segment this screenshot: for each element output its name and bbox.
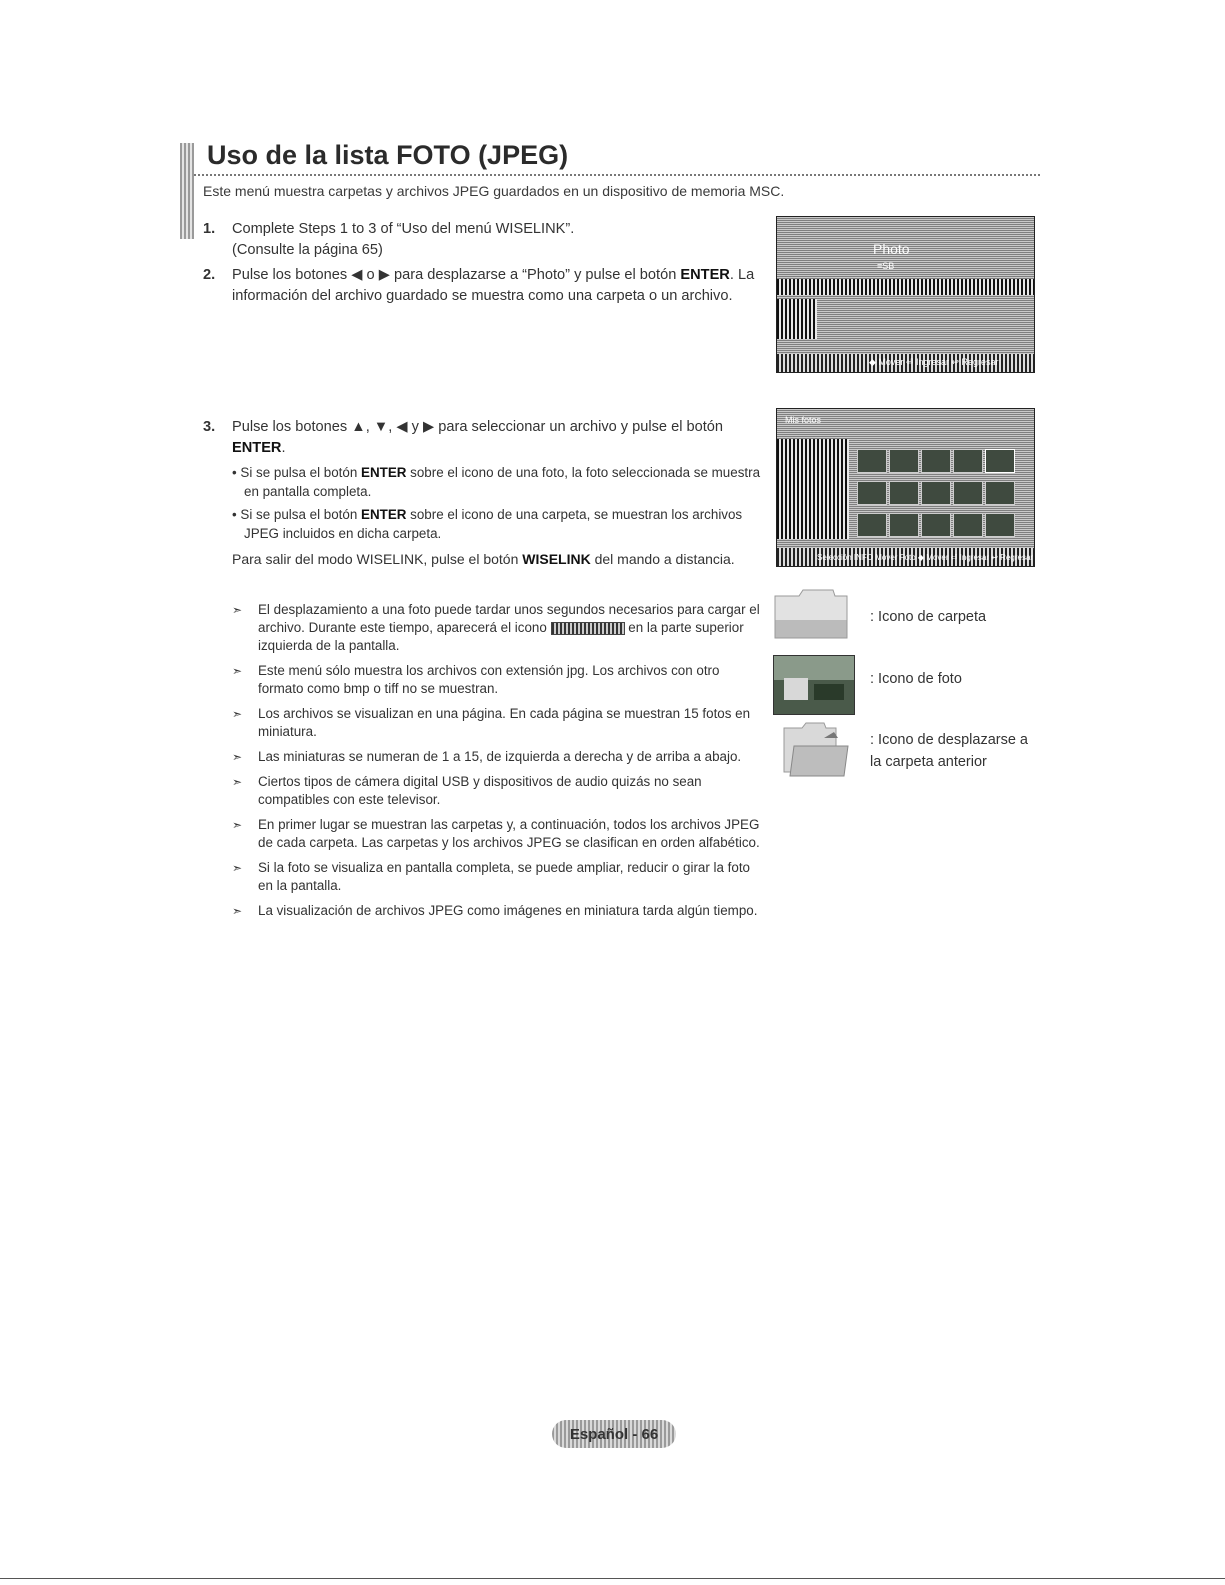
step-number: 1. [203,221,216,237]
page-bottom-rule [0,1578,1225,1579]
thumbnail [953,449,983,473]
tip-item: ➣ En primer lugar se muestran las carpetas y, a continuación, todos los archivos JPEG de cada carpeta. Las carpetas y los archivos JPEG se clasifican en orden alfabético. [232,817,760,850]
step-2-text: Pulse los botones ◀ o ▶ para desplazarse a “Photo” y pulse el botón [232,267,677,283]
wiselink-keyword: WISELINK [522,551,591,567]
photo-list-bar: Selección INFO Mover Foto ◆ Mover ⏎ Ingresar ↩ Regresar [817,553,1034,562]
intro-text: Este menú muestra carpetas y archivos JPEG guardados en un dispositivo de memoria MSC. [203,183,785,199]
step-3-text-end: . [281,440,286,456]
step-1 [203,219,763,261]
step-number: 3. [203,419,216,435]
bullet-folder: • Si se pulsa el botón ENTER sobre el icono de una carpeta, se muestran los archivos JPEG incluidos en dicha carpeta. [232,507,743,541]
title-dotted-rule [194,174,1042,176]
enter-keyword: ENTER [680,267,730,283]
photo-menu-label: Photo [873,241,910,257]
thumbnail [985,481,1015,505]
tip-item: ➣ Si la foto se visualiza en pantalla completa, se puede ampliar, reducir o girar la foto en la pantalla. [232,860,751,893]
tip-item: ➣ Los archivos se visualizan en una página. En cada página se muestran 15 fotos en miniatura. [232,706,751,739]
title-accent-bar [180,143,194,239]
thumbnail [953,481,983,505]
tip-item: ➣ Las miniaturas se numeran de 1 a 15, de izquierda a derecha y de arriba a abajo. [232,749,742,764]
thumbnail [921,449,951,473]
step-1-line-2: (Consulte la página 65) [232,242,383,258]
step-number: 2. [203,267,216,283]
thumbnail [953,513,983,537]
enter-keyword: ENTER [232,440,282,456]
tip-arrow-icon: ➣ [232,664,243,678]
thumbnail [857,481,887,505]
page-title: Uso de la lista FOTO (JPEG) [207,140,569,170]
tip-arrow-icon: ➣ [232,750,243,764]
tip-arrow-icon: ➣ [232,861,243,875]
tip-item: ➣ El desplazamiento a una foto puede tardar unos segundos necesarios para cargar el archivo. Durante este tiempo, aparecerá el icono en la parte superior izquierda de la pantalla. [232,602,760,653]
tip-arrow-icon: ➣ [232,775,243,789]
tip-arrow-icon: ➣ [232,603,243,617]
tip-arrow-icon: ➣ [232,818,243,832]
tip-item: ➣ Ciertos tipos de cámera digital USB y dispositivos de audio quizás no sean compatibles con este televisor. [232,774,702,807]
thumbnail-selected [985,449,1015,473]
parent-folder-icon-label: : Icono de desplazarse a la carpeta anterior [870,732,1028,770]
thumbnail [889,449,919,473]
step-1-line-1: Complete Steps 1 to 3 of “Uso del menú WISELINK”. [232,221,575,237]
photo-menu-sublabel: ≡SB [877,261,895,271]
photo-list-title: Mis fotos [785,415,822,425]
page-number: Español - 66 [552,1420,676,1448]
enter-keyword: ENTER [361,465,407,480]
step-3-text: Pulse los botones ▲, ▼, ◀ y ▶ para seleccionar un archivo y pulse el botón [232,419,724,435]
loading-icon [551,622,625,635]
bullet-photo: • Si se pulsa el botón ENTER sobre el icono de una foto, la foto seleccionada se muestra en pantalla completa. [232,465,761,499]
photo-list-screenshot [776,408,1035,567]
tip-item: ➣ La visualización de archivos JPEG como imágenes en miniatura tarda algún tiempo. [232,903,758,918]
tip-arrow-icon: ➣ [232,707,243,721]
parent-folder-icon [780,722,850,778]
photo-menu-screenshot [776,216,1035,373]
thumbnail [889,481,919,505]
photo-icon [773,655,855,715]
thumbnail [921,513,951,537]
photo-icon-label: : Icono de foto [870,671,962,687]
folder-icon-label: : Icono de carpeta [870,609,987,625]
thumbnail [857,513,887,537]
exit-instruction: Para salir del modo WISELINK, pulse el botón WISELINK del mando a distancia. [232,551,735,567]
thumbnail [857,449,887,473]
thumbnail [985,513,1015,537]
tip-item: ➣ Este menú sólo muestra los archivos con extensión jpg. Los archivos con otro formato como bmp o tiff no se muestran. [232,663,720,696]
tips-list [232,601,767,927]
step-2 [203,265,763,307]
enter-keyword: ENTER [361,507,407,522]
step-3 [203,417,763,570]
thumbnail [889,513,919,537]
photo-menu-bar: ◆ Mover ⏎ Ingresar ↩ Regresar [869,357,999,367]
step-2-text-cont: . La información del archivo guardado se muestra como una carpeta o un archivo. [232,267,755,304]
folder-icon [773,588,849,640]
tip-arrow-icon: ➣ [232,904,243,918]
thumbnail [921,481,951,505]
